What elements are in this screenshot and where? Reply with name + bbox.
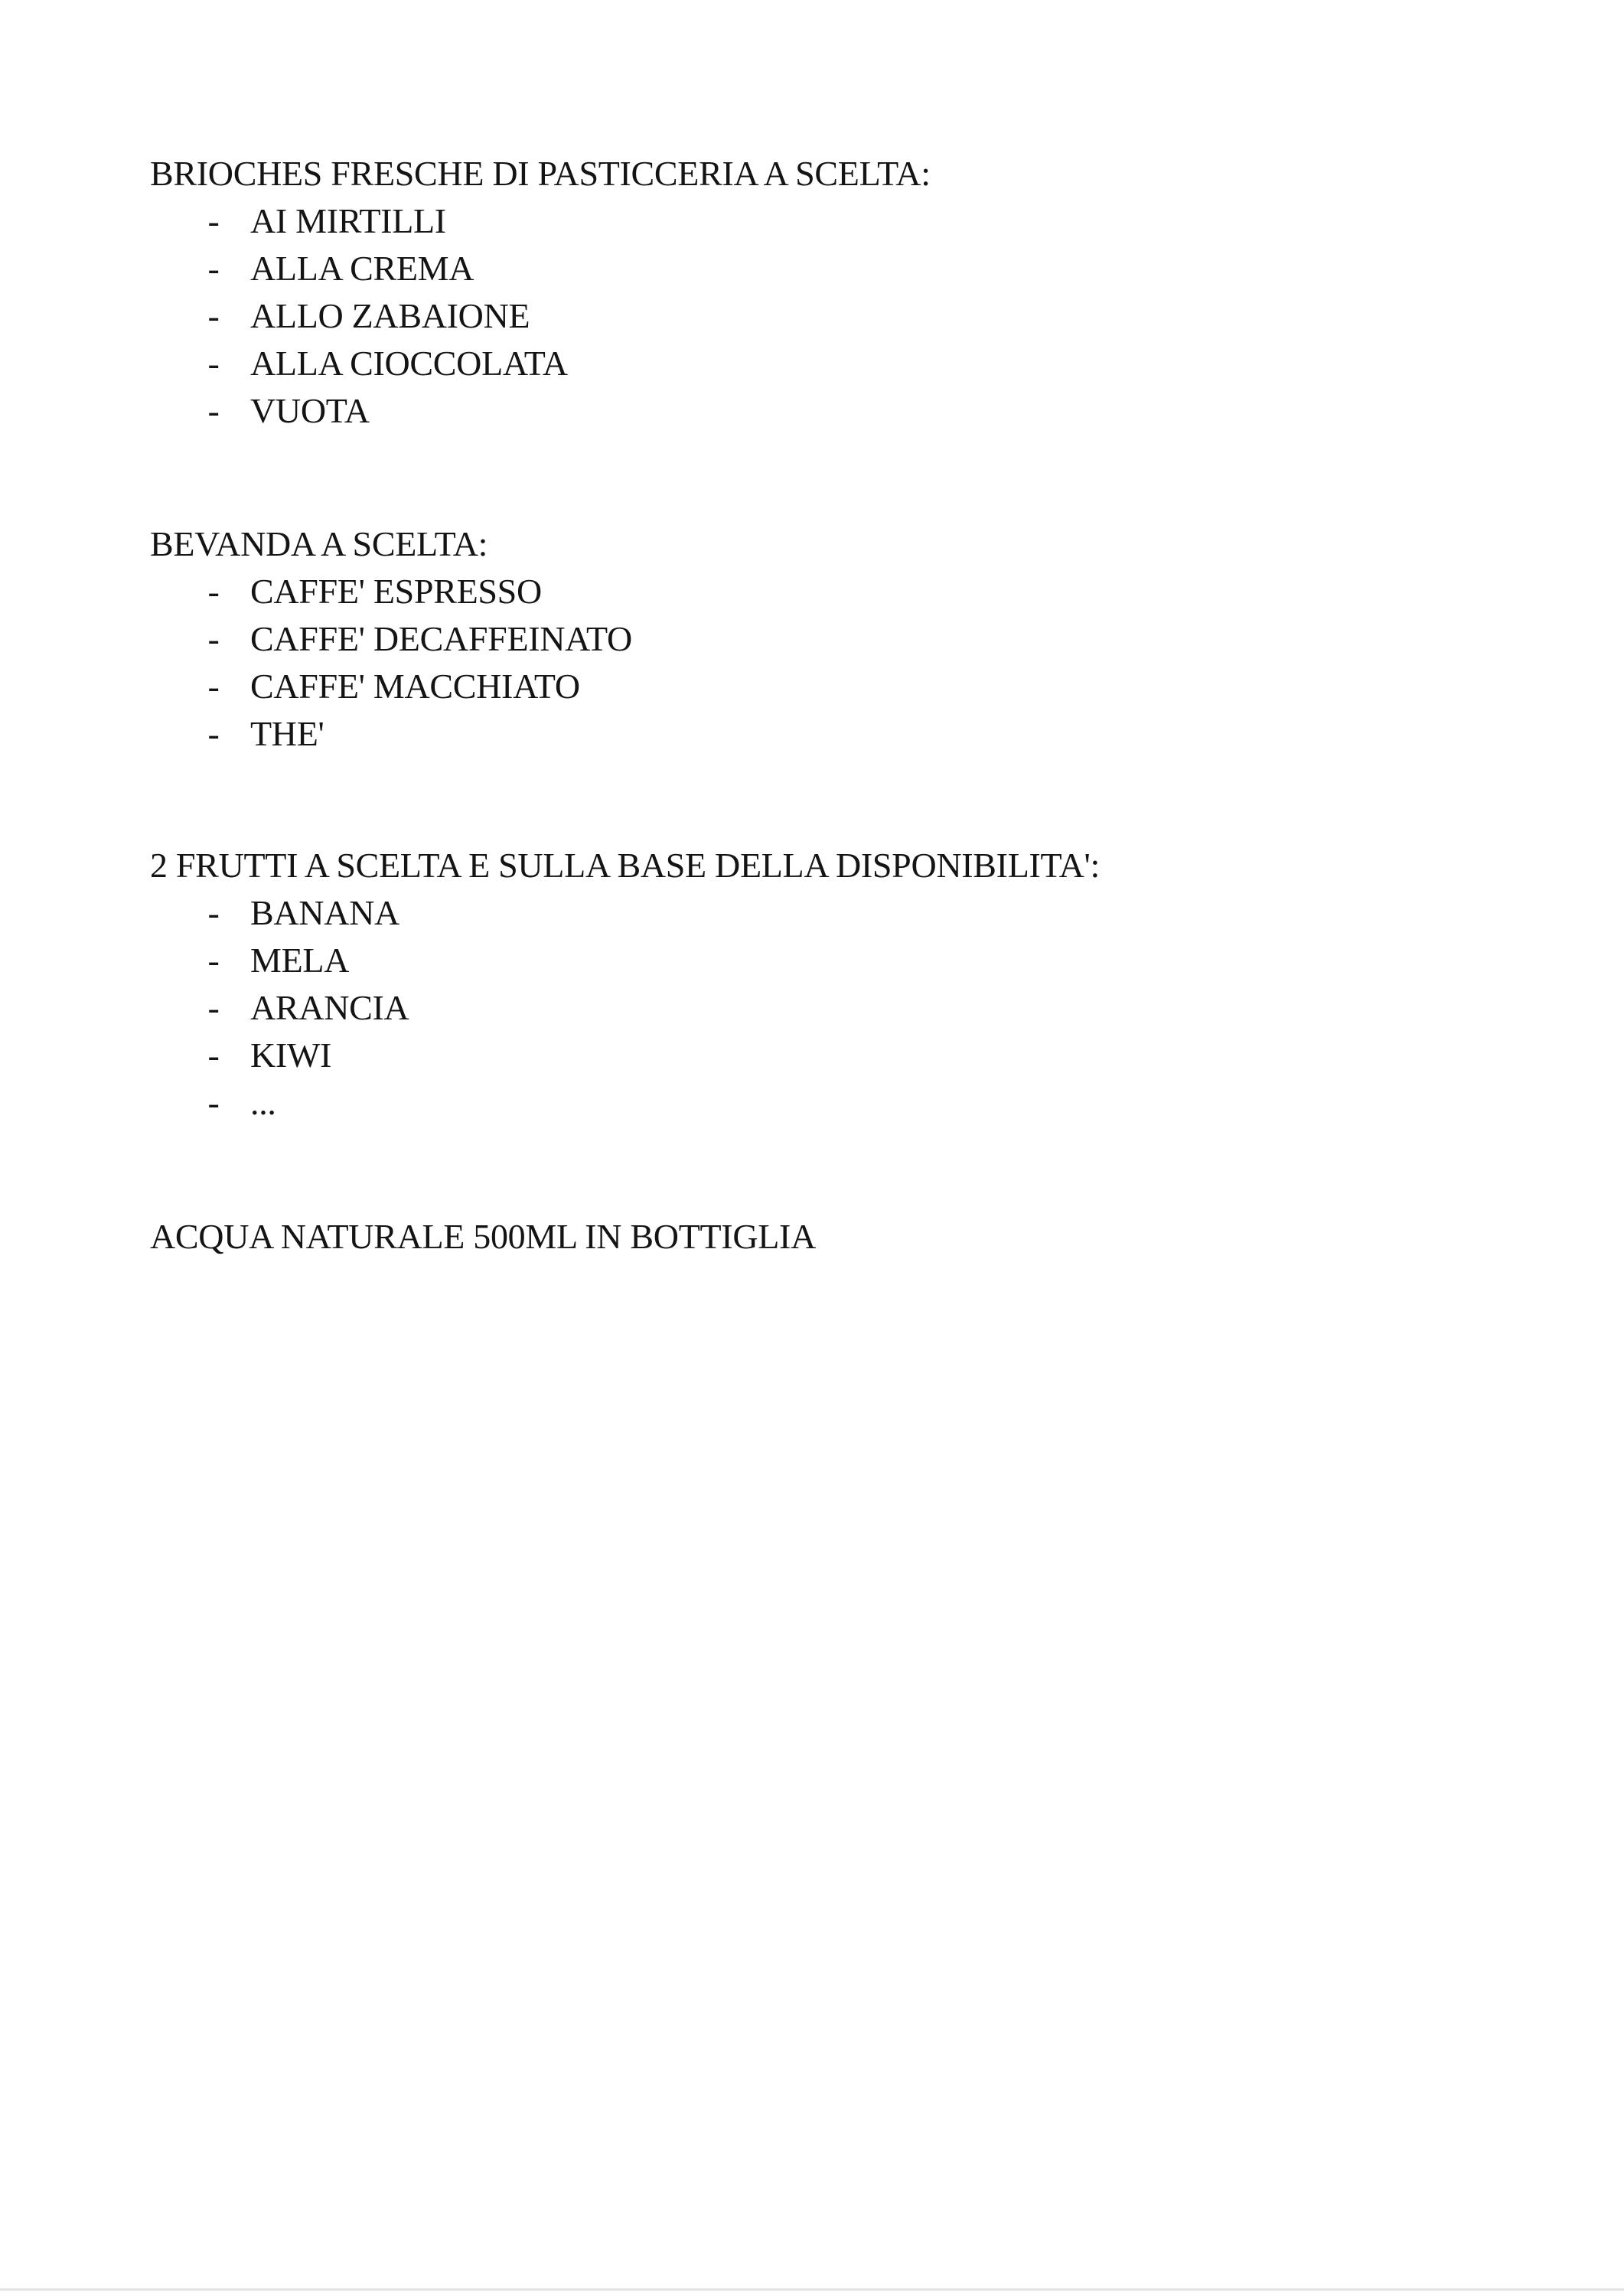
section-frutti: [150, 842, 1528, 1127]
list-item: [150, 984, 1528, 1032]
section-heading: BEVANDA A SCELTA:: [150, 524, 488, 563]
item-label: ...: [250, 1083, 276, 1122]
list-item: [150, 340, 1528, 387]
item-label: ARANCIA: [250, 988, 409, 1027]
scan-bottom-edge: [0, 2288, 1624, 2291]
bevanda-list: [150, 568, 1528, 758]
bullet-dash: -: [207, 1035, 220, 1075]
bullet-dash: -: [207, 667, 220, 706]
bullet-dash: -: [207, 572, 220, 611]
list-item: [150, 889, 1528, 937]
list-item: [150, 615, 1528, 663]
bullet-dash: -: [207, 391, 220, 430]
item-label: VUOTA: [250, 391, 370, 430]
list-item: [150, 245, 1528, 292]
item-label: AI MIRTILLI: [250, 201, 446, 240]
list-item: [150, 197, 1528, 245]
section-heading: ACQUA NATURALE 500ML IN BOTTIGLIA: [150, 1217, 816, 1256]
list-item: [150, 710, 1528, 758]
section-bevanda: [150, 520, 1528, 758]
section-acqua: [150, 1213, 1528, 1261]
bullet-dash: -: [207, 941, 220, 980]
item-label: ALLA CREMA: [250, 249, 474, 288]
bullet-dash: -: [207, 249, 220, 288]
brioches-list: [150, 197, 1528, 435]
list-item: [150, 663, 1528, 710]
item-label: MELA: [250, 941, 350, 980]
bullet-dash: -: [207, 344, 220, 383]
list-item: [150, 1079, 1528, 1127]
item-label: CAFFE' MACCHIATO: [250, 667, 580, 706]
bullet-dash: -: [207, 201, 220, 240]
bullet-dash: -: [207, 893, 220, 932]
list-item: [150, 387, 1528, 435]
bullet-dash: -: [207, 1083, 220, 1122]
item-label: THE': [250, 714, 324, 753]
list-item: [150, 568, 1528, 615]
bullet-dash: -: [207, 619, 220, 658]
bullet-dash: -: [207, 988, 220, 1027]
section-brioches: [150, 150, 1528, 435]
bullet-dash: -: [207, 296, 220, 335]
item-label: KIWI: [250, 1035, 332, 1075]
list-item: [150, 292, 1528, 340]
list-item: [150, 937, 1528, 984]
list-item: [150, 1032, 1528, 1079]
item-label: BANANA: [250, 893, 399, 932]
item-label: CAFFE' DECAFFEINATO: [250, 619, 632, 658]
bullet-dash: -: [207, 714, 220, 753]
section-heading: BRIOCHES FRESCHE DI PASTICCERIA A SCELTA:: [150, 154, 931, 193]
section-heading: 2 FRUTTI A SCELTA E SULLA BASE DELLA DISPONIBILITA':: [150, 846, 1101, 885]
item-label: CAFFE' ESPRESSO: [250, 572, 542, 611]
item-label: ALLA CIOCCOLATA: [250, 344, 568, 383]
item-label: ALLO ZABAIONE: [250, 296, 530, 335]
frutti-list: [150, 889, 1528, 1127]
